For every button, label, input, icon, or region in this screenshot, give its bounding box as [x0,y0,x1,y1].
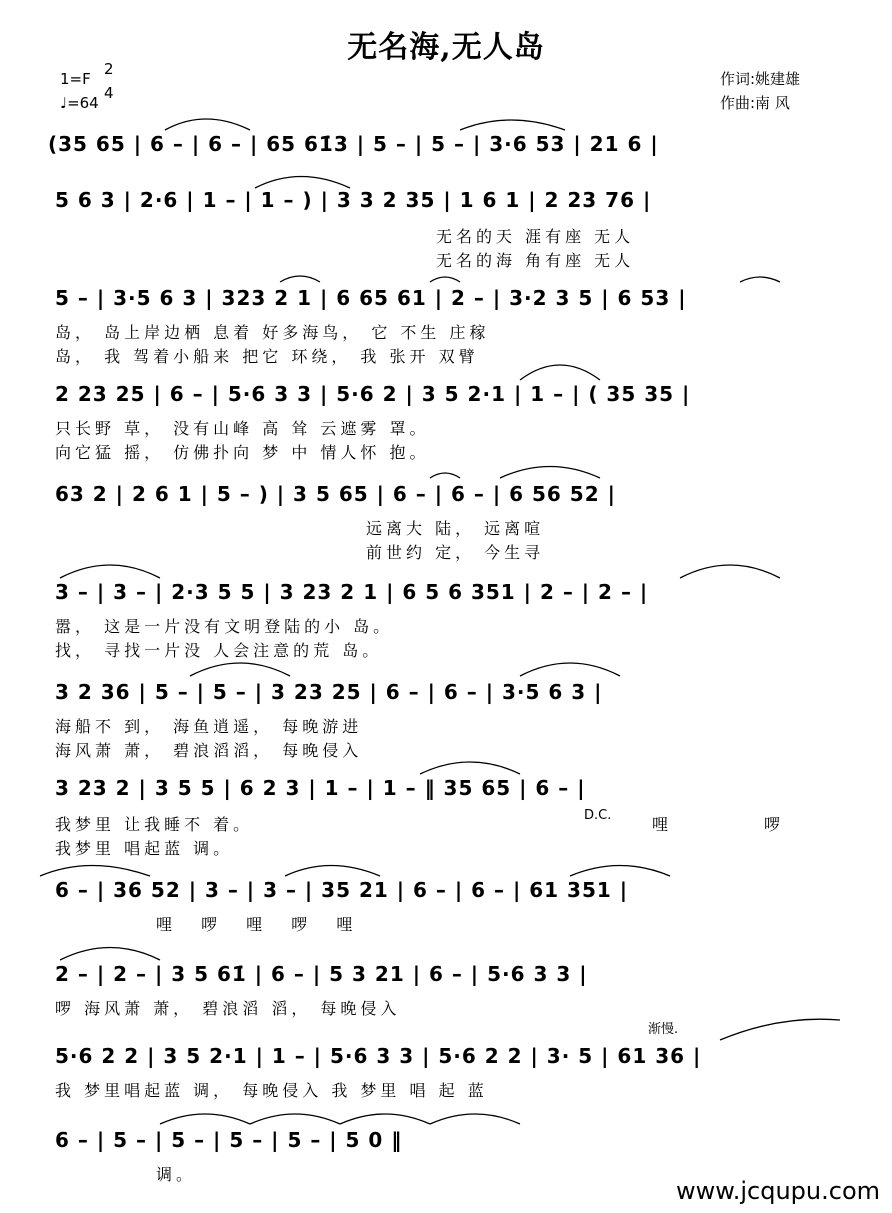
slur-row8-a [420,762,520,774]
slur-row12-c [340,1114,430,1124]
slur-row9-b [285,866,380,877]
lyric-row-6-verse-2: 找， 寻找一片没 人会注意的荒 岛。 [55,641,383,660]
lyric-row-2-verse-2: 无名的海 角有座 无人 [436,251,635,270]
slur-row12-a [160,1114,250,1124]
lyric-row-5-verse-1: 远离大 陆， 远离喧 [366,519,545,538]
slur-row12-b [250,1114,340,1124]
lyric-row-2-verse-1: 无名的天 涯有座 无人 [436,227,635,246]
notation-row-10: 2 – | 2 – | 3 5 61̇ | 6 – | 5 3 21 | 6 – | 5·6 3 3 | [55,962,588,986]
notation-row-1: (35 65 | 6 – | 6 – | 65 61̇3 | 5 – | 5 – | 3·6 53 | 21 6 | [48,132,659,156]
notation-row-4: 2 23 25 | 6 – | 5·6 3 3 | 5·6 2 | 3 5 2·1 | 1 – | ( 35 35 | [55,382,691,406]
notation-row-5: 63 2 | 2 6 1 | 5 – ) | 3 5 65 | 6 – | 6 – | 6 56 52 | [55,482,616,506]
ritardando-marking: 渐慢. [648,1022,679,1037]
key-signature: 1=F [60,70,91,88]
slur-row1-a [165,119,250,130]
slur-row9-c [570,866,670,877]
lyric-row-4-verse-1: 只长野 草， 没有山峰 高 耸 云遮雾 罩。 [55,419,430,438]
slur-row5-b [500,467,600,479]
slur-row6-a [60,565,160,578]
lyric-row-7-verse-1: 海船不 到， 海鱼逍遥， 每晚游进 [55,717,363,736]
slur-row10-a [60,948,160,961]
notation-row-9: 6 – | 36 52 | 3 – | 3 – | 35 21 | 6 – | 6 – | 61 351 | [55,878,629,902]
lyric-row-7-verse-2: 海风萧 萧， 碧浪滔滔， 每晚侵入 [55,741,363,760]
slur-row12-d [430,1114,520,1124]
lyric-row-8-verse-1: 我梦里 让我睡不 着。 [55,815,254,834]
time-signature-denominator: 4 [104,84,114,102]
lyric-row-11: 我 梦里唱起蓝 调， 每晚侵入 我 梦里 唱 起 蓝 [55,1081,488,1100]
lyric-row-8-verse-2: 我梦里 唱起蓝 调。 [55,839,234,858]
lyric-row-3-verse-2: 岛， 我 驾着小船来 把它 环绕， 我 张开 双臂 [55,347,479,366]
slur-row9-a [40,866,150,877]
slur-row3-c [740,277,780,282]
notation-row-7: 3 2 36 | 5 – | 5 – | 3 23 25 | 6 – | 6 – | 3·5 6 3 | [55,680,603,704]
dc-marking: D.C. [584,808,612,823]
dc-lyric-li: 哩 [652,815,673,834]
slur-row5-a [430,473,460,478]
slur-row3-a [280,276,320,282]
notation-row-11: 5·6 2 2 | 3 5 2·1 | 1 – | 5·6 3 3 | 5·6 2 2 | 3· 5 | 61 36 | [55,1044,702,1068]
lyric-row-6-verse-1: 嚣， 这是一片没有文明登陆的小 岛。 [55,617,394,636]
lyric-row-10: 啰 海风萧 萧， 碧浪滔 滔， 每晚侵入 [55,999,401,1018]
slur-row1-b [460,120,565,130]
notation-row-3: 5 – | 3·5 6 3 | 323 2 1 | 6 65 61 | 2 – | 3·2 3 5 | 6 53 | [55,286,687,310]
lyric-row-3-verse-1: 岛， 岛上岸边栖 息着 好多海鸟， 它 不生 庄稼 [55,323,490,342]
notation-row-2: 5 6 3 | 2·6 | 1 – | 1 – ) | 3 3 2 35 | 1 6 1 | 2 23 76 | [55,188,652,212]
time-signature-numerator: 2 [104,60,114,78]
slur-row7-a [190,663,290,676]
composer-credit: 作曲:南 风 [720,94,790,112]
website-watermark: www.jcqupu.com [676,1177,880,1205]
notation-row-12: 6 – | 5 – | 5 – | 5 – | 5 – | 5 0 ‖ [55,1128,403,1152]
slur-row4-a [520,365,600,380]
slur-row3-b [430,277,460,282]
slur-row6-b [680,565,780,578]
song-title: 无名海,无人岛 [347,30,545,65]
lyric-row-9: 哩 啰 哩 啰 哩 [156,915,365,934]
slur-row7-b [520,663,620,676]
notation-row-6: 3 – | 3 – | 2·3 5 5 | 3 23 2 1 | 6 5 6 351 | 2 – | 2 – | [55,580,649,604]
lyric-row-12: 调。 [156,1165,197,1184]
lyric-row-4-verse-2: 向它猛 摇， 仿佛扑向 梦 中 情人怀 抱。 [55,443,430,462]
slur-row2-a [255,177,350,189]
slur-row11-a [720,1019,840,1040]
lyricist-credit: 作词:姚建雄 [720,70,801,88]
dc-lyric-luo: 啰 [764,815,785,834]
notation-row-8: 3 23 2 | 3 5 5 | 6 2 3 | 1 – | 1 – ‖ 35 65 | 6 – | [55,776,586,800]
tempo-marking: ♩=64 [60,94,99,112]
lyric-row-5-verse-2: 前世约 定， 今生寻 [366,543,545,562]
